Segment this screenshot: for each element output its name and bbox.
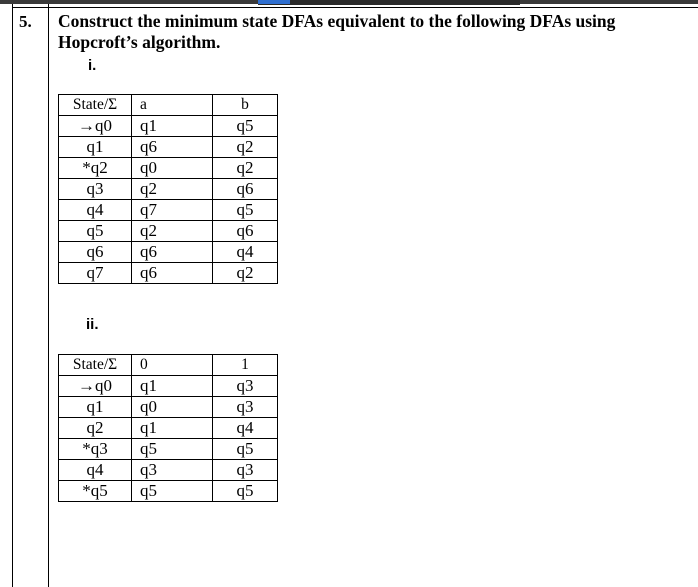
transition-cell: q7 bbox=[132, 200, 213, 221]
state-cell: q2 bbox=[59, 418, 132, 439]
header-cell: 1 bbox=[213, 355, 278, 376]
transition-cell: q5 bbox=[213, 439, 278, 460]
transition-cell: q0 bbox=[132, 158, 213, 179]
table-row bbox=[59, 418, 278, 439]
table-row bbox=[59, 242, 278, 263]
table-border-left bbox=[12, 4, 13, 587]
toolbar-accent bbox=[258, 0, 290, 4]
state-cell: *q5 bbox=[59, 481, 132, 502]
transition-cell: q6 bbox=[213, 221, 278, 242]
transition-cell: q3 bbox=[213, 460, 278, 481]
transition-cell: q2 bbox=[213, 158, 278, 179]
state-cell: q1 bbox=[59, 137, 132, 158]
state-cell: q4 bbox=[59, 460, 132, 481]
table-row bbox=[59, 179, 278, 200]
transition-cell: q6 bbox=[132, 242, 213, 263]
dfa-table-2 bbox=[58, 354, 278, 502]
transition-cell: q0 bbox=[132, 397, 213, 418]
question-text: Construct the minimum state DFAs equivalent to the following DFAs using Hopcroft’s algorithm. bbox=[58, 11, 616, 52]
state-cell: q3 bbox=[59, 179, 132, 200]
state-cell: →q0 bbox=[59, 116, 132, 137]
table-row bbox=[59, 116, 278, 137]
table-row bbox=[59, 397, 278, 418]
state-cell: q7 bbox=[59, 263, 132, 284]
table-row bbox=[59, 460, 278, 481]
state-cell: q6 bbox=[59, 242, 132, 263]
table-column-divider bbox=[48, 4, 49, 587]
state-cell: q5 bbox=[59, 221, 132, 242]
transition-cell: q4 bbox=[213, 418, 278, 439]
transition-cell: q6 bbox=[132, 137, 213, 158]
state-cell: →q0 bbox=[59, 376, 132, 397]
table-row bbox=[59, 263, 278, 284]
transition-cell: q1 bbox=[132, 376, 213, 397]
table-header-row bbox=[59, 355, 278, 376]
table-row bbox=[59, 158, 278, 179]
state-cell: *q3 bbox=[59, 439, 132, 460]
state-cell: q4 bbox=[59, 200, 132, 221]
header-cell: State/Σ bbox=[59, 355, 132, 376]
part1-label: i. bbox=[88, 57, 97, 74]
table-row bbox=[59, 439, 278, 460]
transition-cell: q5 bbox=[132, 439, 213, 460]
table-border-top bbox=[12, 7, 698, 8]
transition-cell: q6 bbox=[132, 263, 213, 284]
table-row bbox=[59, 137, 278, 158]
transition-cell: q6 bbox=[213, 179, 278, 200]
transition-cell: q5 bbox=[213, 481, 278, 502]
table-row bbox=[59, 481, 278, 502]
table-row bbox=[59, 221, 278, 242]
transition-cell: q3 bbox=[213, 376, 278, 397]
header-cell: a bbox=[132, 95, 213, 116]
table-header-row bbox=[59, 95, 278, 116]
table-row bbox=[59, 200, 278, 221]
part2-label: ii. bbox=[86, 316, 99, 333]
transition-cell: q2 bbox=[132, 179, 213, 200]
table-row bbox=[59, 376, 278, 397]
question-number: 5. bbox=[19, 12, 32, 31]
state-cell: *q2 bbox=[59, 158, 132, 179]
transition-cell: q3 bbox=[132, 460, 213, 481]
state-cell: q1 bbox=[59, 397, 132, 418]
transition-cell: q5 bbox=[132, 481, 213, 502]
dfa-table-1 bbox=[58, 94, 278, 284]
transition-cell: q5 bbox=[213, 200, 278, 221]
transition-cell: q5 bbox=[213, 116, 278, 137]
header-cell: State/Σ bbox=[59, 95, 132, 116]
transition-cell: q2 bbox=[213, 137, 278, 158]
transition-cell: q1 bbox=[132, 418, 213, 439]
header-cell: 0 bbox=[132, 355, 213, 376]
transition-cell: q1 bbox=[132, 116, 213, 137]
transition-cell: q2 bbox=[132, 221, 213, 242]
transition-cell: q4 bbox=[213, 242, 278, 263]
top-toolbar bbox=[258, 0, 520, 5]
transition-cell: q3 bbox=[213, 397, 278, 418]
header-cell: b bbox=[213, 95, 278, 116]
transition-cell: q2 bbox=[213, 263, 278, 284]
